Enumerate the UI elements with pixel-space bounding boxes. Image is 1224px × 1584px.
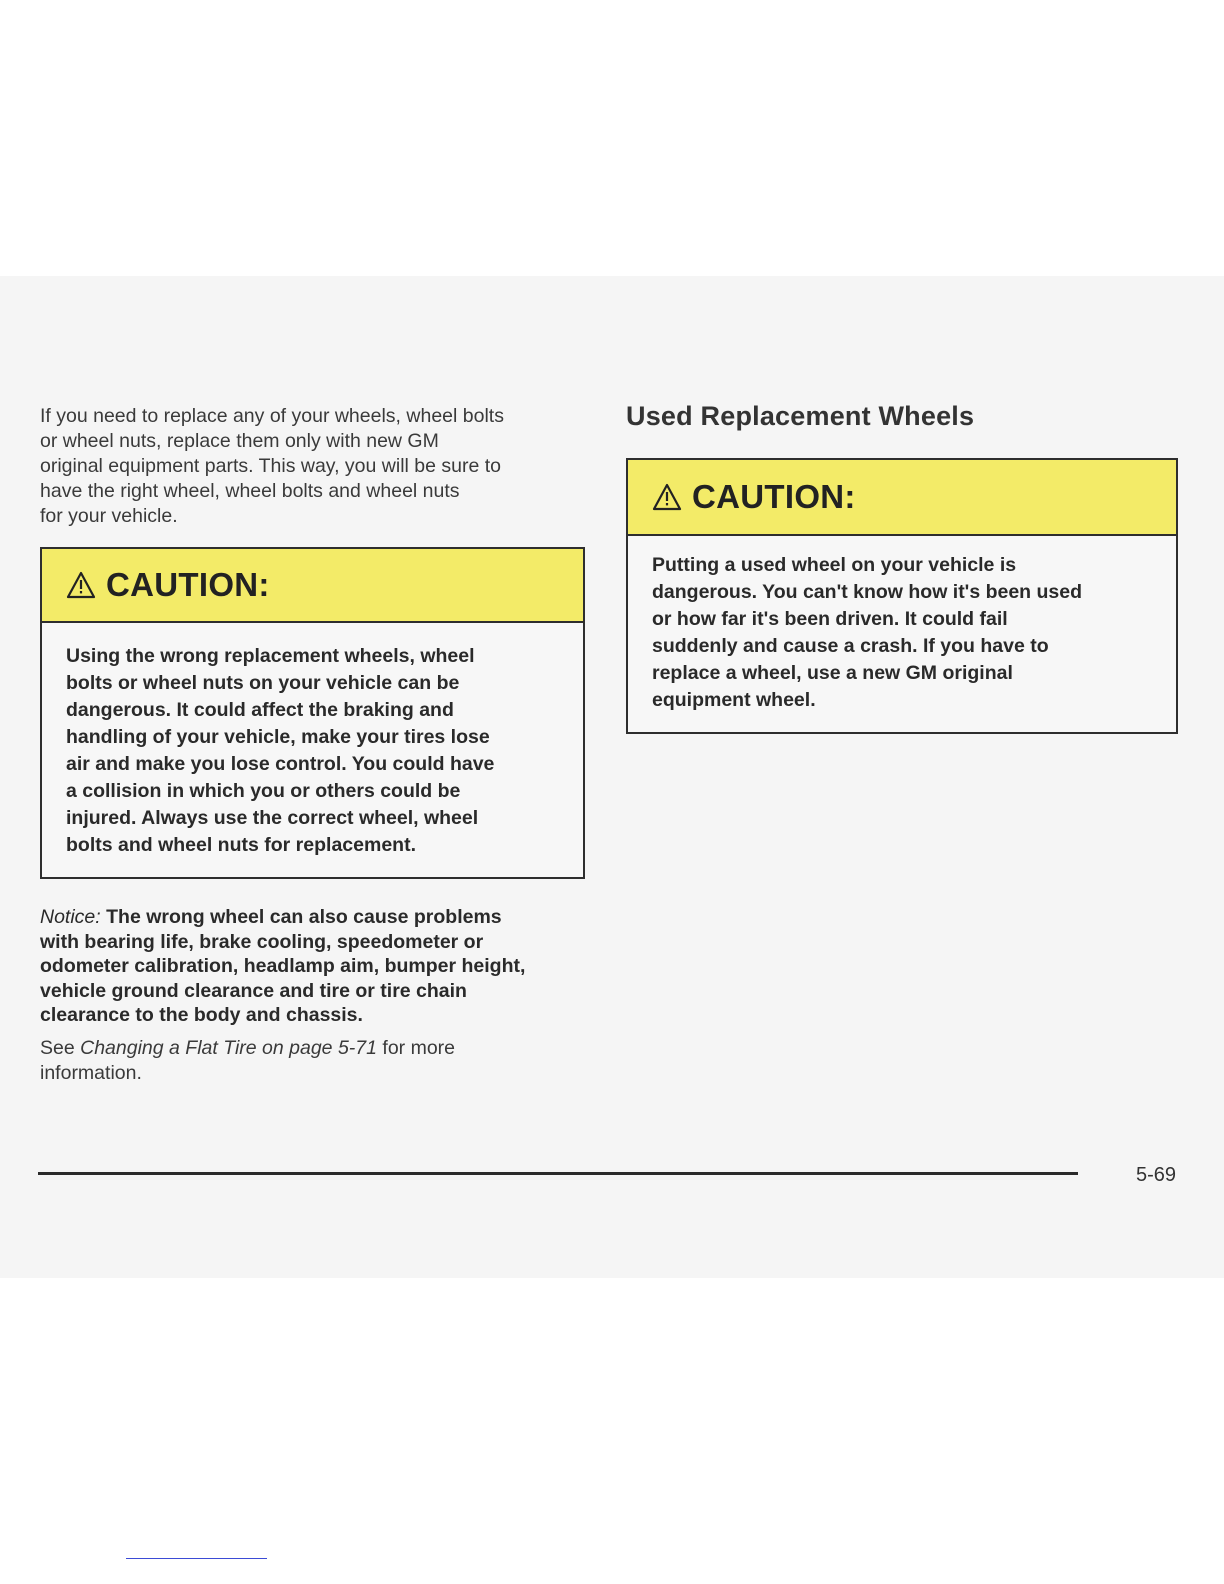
warning-triangle-icon xyxy=(652,483,682,511)
left-column xyxy=(40,404,585,1086)
caution-header xyxy=(628,460,1176,536)
caution-title: CAUTION: xyxy=(692,478,856,515)
warning-triangle-icon xyxy=(66,571,96,599)
bottom-link-underline xyxy=(126,1558,267,1559)
caution-body: Putting a used wheel on your vehicle is dangerous. You can't know how it's been used or how far it's been driven. It could fail suddenly and cause a crash. If you have to replace a wheel, use a new GM original equipment wheel. xyxy=(652,554,1083,711)
see-more-suffix: for more information. xyxy=(40,1036,456,1084)
see-more-prefix: See xyxy=(40,1036,81,1059)
caution-title: CAUTION: xyxy=(106,566,270,603)
notice-paragraph xyxy=(40,905,585,1028)
see-more-paragraph xyxy=(40,1036,585,1086)
cross-reference-link[interactable]: Changing a Flat Tire on page 5-71 xyxy=(80,1036,377,1059)
caution-box-used-wheels xyxy=(626,458,1178,734)
notice-label: Notice: xyxy=(40,906,101,928)
section-heading: Used Replacement Wheels xyxy=(626,401,975,431)
notice-text: The wrong wheel can also cause problems with bearing life, brake cooling, speedometer or odometer calibration, headlamp aim, bumper height, vehicle ground clearance and tire or tire chain clearance to the body and chassis. xyxy=(40,906,526,1026)
footer-rule xyxy=(38,1172,1078,1175)
page-number: 5-69 xyxy=(1136,1164,1177,1186)
caution-body: Using the wrong replacement wheels, wheel bolts or wheel nuts on your vehicle can be dangerous. It could affect the braking and handling of your vehicle, make your tires lose air and make you lose control. You could have a collision in which you or others could be injured. Always use the correct wheel, wheel bolts and wheel nuts for replacement. xyxy=(66,645,495,856)
caution-header xyxy=(42,549,583,623)
intro-paragraph: If you need to replace any of your wheels, wheel bolts or wheel nuts, replace them only with new GM original equipment parts. This way, you will be sure to have the right wheel, wheel bolts and wheel nuts for your vehicle. xyxy=(40,405,504,527)
right-column xyxy=(626,396,1178,734)
caution-box-wrong-wheels xyxy=(40,547,585,879)
